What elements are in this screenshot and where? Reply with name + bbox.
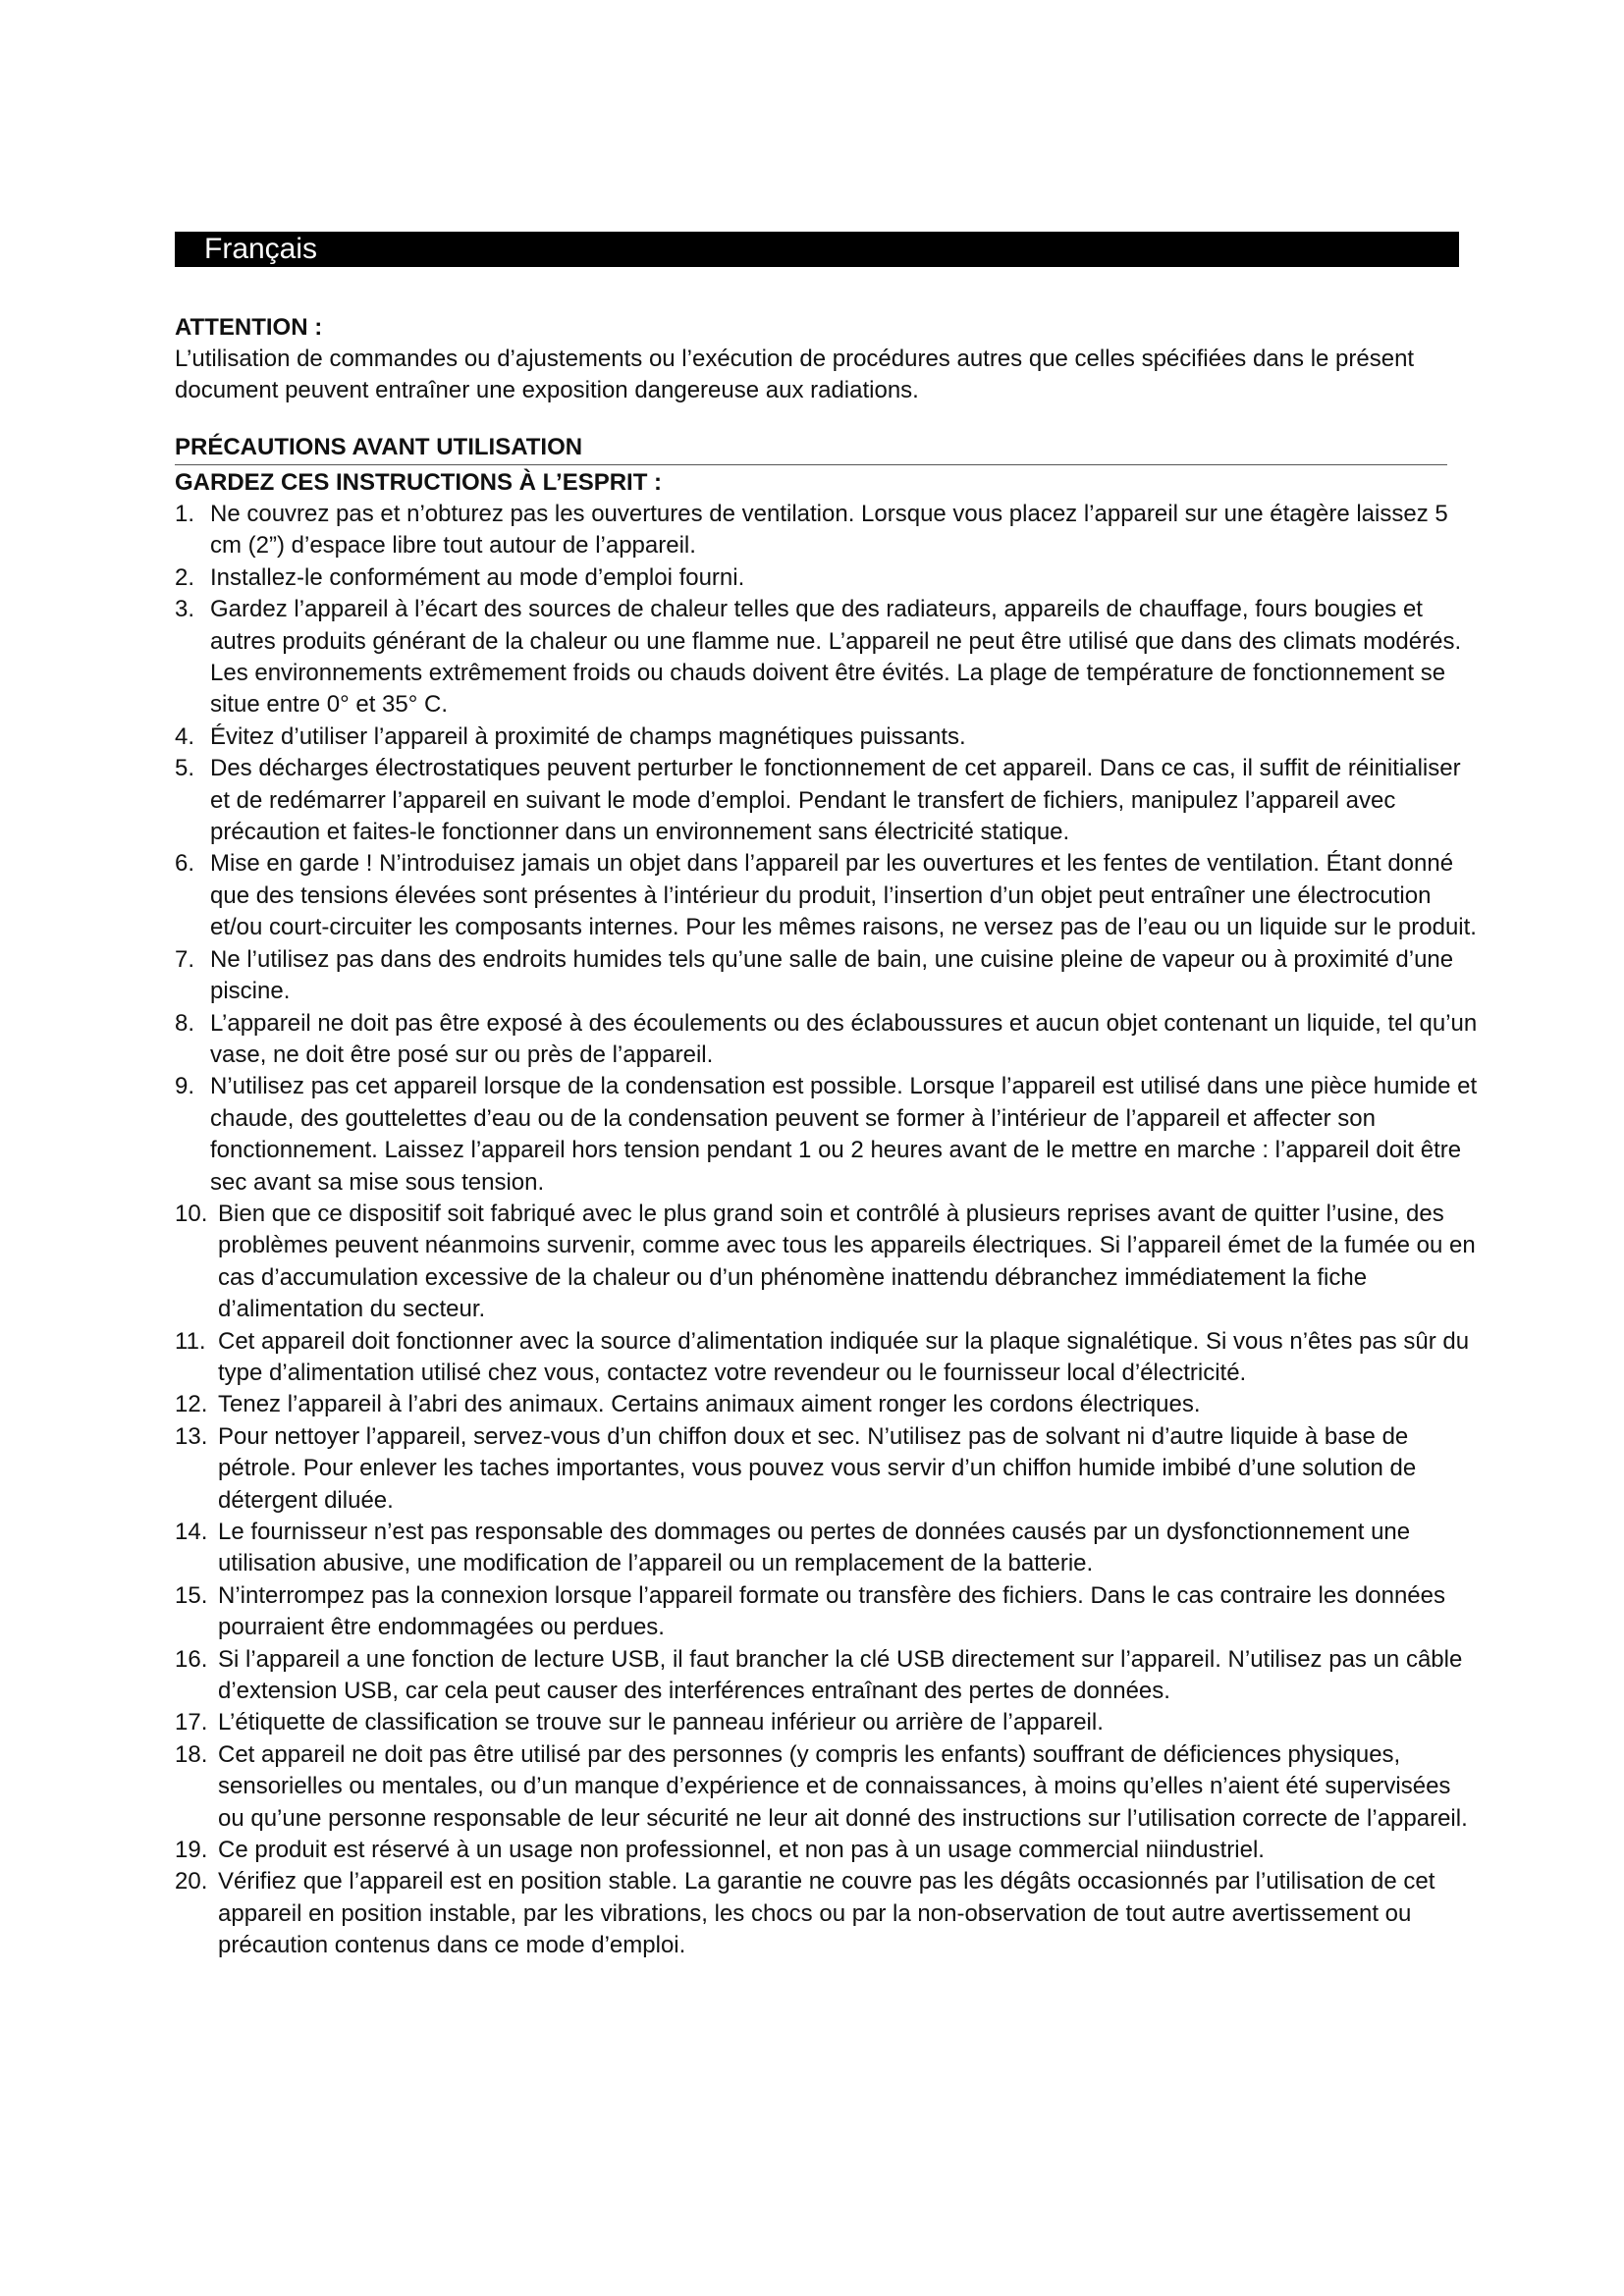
list-item — [175, 753, 1481, 848]
list-item — [175, 1071, 1481, 1199]
item-text: Évitez d’utiliser l’appareil à proximité de champs magnétiques puissants. — [210, 722, 966, 750]
list-item — [175, 499, 1481, 562]
item-number: 4. — [175, 722, 195, 750]
list-item — [175, 721, 1481, 753]
item-text: Si l’appareil a une fonction de lecture USB, il faut brancher la clé USB directement sur l’appareil. N’utilisez pas un câble d’extension USB, car cela peut causer des interférences entraînant des pertes de données. — [218, 1645, 1463, 1705]
item-text: Bien que ce dispositif soit fabriqué avec le plus grand soin et contrôlé à plusieurs reprises avant de quitter l’usine, des problèmes peuvent néanmoins survenir, comme avec tous les appareils électriques. Si l’appareil émet de la fumée ou en cas d’accumulation excessive de la chaleur ou d’un phénomène inattendu débranchez immédiatement la fiche d’alimentation du secteur. — [218, 1200, 1476, 1323]
item-text: Cet appareil doit fonctionner avec la source d’alimentation indiquée sur la plaque signalétique. Si vous n’êtes pas sûr du type d’alimentation utilisé chez vous, contactez votre revendeur ou le fournisseur local d’électricité. — [218, 1327, 1470, 1386]
item-text: Mise en garde ! N’introduisez jamais un objet dans l’appareil par les ouvertures et les fentes de ventilation. Étant donné que des tensions élevées sont présentes à l’intérieur du produit, l’insertion d’un objet peut entraîner une électrocution et/ou court-circuiter les composants internes. Pour les mêmes raisons, ne versez pas de l’eau ou un liquide sur le produit. — [210, 850, 1477, 941]
list-item — [175, 848, 1481, 943]
list-item — [175, 562, 1481, 594]
item-text: Ce produit est réservé à un usage non professionnel, et non pas à un usage commercial niindustriel. — [218, 1837, 1265, 1864]
item-number: 6. — [175, 850, 195, 878]
item-number: 19. — [175, 1837, 208, 1864]
item-number: 20. — [175, 1868, 208, 1896]
item-number: 10. — [175, 1200, 208, 1227]
list-item — [175, 1199, 1481, 1326]
list-item — [175, 1580, 1481, 1644]
precautions-subtitle: GARDEZ CES INSTRUCTIONS À L’ESPRIT : — [175, 469, 663, 496]
item-number: 2. — [175, 563, 195, 591]
item-number: 1. — [175, 501, 195, 527]
item-number: 16. — [175, 1645, 208, 1673]
item-number: 12. — [175, 1391, 208, 1418]
list-item — [175, 1866, 1481, 1961]
item-text: N’interrompez pas la connexion lorsque l’appareil formate ou transfère des fichiers. Dans le cas contraire les données pourraient être endommagées ou perdues. — [218, 1581, 1445, 1641]
precautions-list — [175, 499, 1481, 1962]
item-text: Pour nettoyer l’appareil, servez-vous d’un chiffon doux et sec. N’utilisez pas de solvant ni d’autre liquide à base de pétrole. Pour enlever les taches importantes, vous pouvez vous servir d’un chiffon humide imbibé d’une solution de détergent diluée. — [218, 1422, 1417, 1514]
item-text: Gardez l’appareil à l’écart des sources de chaleur telles que des radiateurs, appareils de chauffage, fours bougies et autres produits générant de la chaleur ou une flamme nue. L’appareil ne peut être utilisé que dans des climats modérés. Les environnements extrêmement froids ou chauds doivent être évités. La plage de température de fonctionnement se situe entre 0° et 35° C. — [210, 596, 1462, 719]
list-item — [175, 1739, 1481, 1835]
list-item — [175, 1835, 1481, 1866]
list-item — [175, 1707, 1481, 1738]
item-number: 15. — [175, 1581, 208, 1609]
item-number: 14. — [175, 1519, 208, 1545]
item-text: L’appareil ne doit pas être exposé à des écoulements ou des éclaboussures et aucun objet contenant un liquide, tel qu’un vase, ne doit être posé sur ou près de l’appareil. — [210, 1009, 1478, 1068]
item-number: 3. — [175, 596, 195, 623]
language-header: Français — [175, 232, 1459, 267]
item-text: Installez-le conformément au mode d’emploi fourni. — [210, 563, 745, 591]
list-item — [175, 1421, 1481, 1517]
list-item — [175, 1644, 1481, 1708]
item-text: L’étiquette de classification se trouve sur le panneau inférieur ou arrière de l’appareil. — [218, 1709, 1104, 1736]
item-number: 11. — [175, 1327, 206, 1355]
attention-text: L’utilisation de commandes ou d’ajustements ou l’exécution de procédures autres que celles spécifiées dans le présent document peuvent entraîner une exposition dangereuse aux radiations. — [175, 346, 1415, 403]
precautions-title: PRÉCAUTIONS AVANT UTILISATION — [175, 432, 1447, 465]
item-text: Le fournisseur n’est pas responsable des dommages ou pertes de données causés par un dysfonctionnement une utilisation abusive, une modification de l’appareil ou un remplacement de la batterie. — [218, 1519, 1411, 1577]
item-number: 13. — [175, 1422, 208, 1450]
item-text: Cet appareil ne doit pas être utilisé par des personnes (y compris les enfants) souffrant de déficiences physiques, sensorielles ou mentales, ou d’un manque d’expérience et de connaissances, à moins qu’elles n’aient été supervisées ou qu’une personne responsable de leur sécurité ne leur ait donné des instructions sur l’utilisation correcte de l’appareil. — [218, 1740, 1468, 1832]
list-item — [175, 1389, 1481, 1420]
list-item — [175, 1008, 1481, 1072]
list-item — [175, 594, 1481, 721]
item-text: N’utilisez pas cet appareil lorsque de la condensation est possible. Lorsque l’appareil est utilisé dans une pièce humide et chaude, des gouttelettes d’eau ou de la condensation peuvent se former à l’intérieur de l’appareil et affecter son fonctionnement. Laissez l’appareil hors tension pendant 1 ou 2 heures avant de le mettre en marche : l’appareil doit être sec avant sa mise sous tension. — [210, 1073, 1478, 1196]
item-number: 8. — [175, 1009, 195, 1037]
item-text: Des décharges électrostatiques peuvent perturber le fonctionnement de cet appareil. Dans ce cas, il suffit de réinitialiser et de redémarrer l’appareil en suivant le mode d’emploi. Pendant le transfert de fichiers, manipulez l’appareil avec précaution et faites-le fonctionner dans un environnement sans électricité statique. — [210, 755, 1461, 846]
item-text: Ne couvrez pas et n’obturez pas les ouvertures de ventilation. Lorsque vous placez l’appareil sur une étagère laissez 5 cm (2”) d’espace libre tout autour de l’appareil. — [210, 501, 1448, 560]
document-body — [175, 312, 1481, 1962]
item-number: 18. — [175, 1740, 208, 1768]
item-text: Ne l’utilisez pas dans des endroits humides tels qu’une salle de bain, une cuisine pleine de vapeur ou à proximité d’une piscine. — [210, 945, 1454, 1005]
list-item — [175, 1326, 1481, 1390]
attention-title: ATTENTION : — [175, 314, 323, 341]
list-item — [175, 944, 1481, 1008]
item-number: 9. — [175, 1073, 195, 1100]
list-item — [175, 1517, 1481, 1580]
item-number: 17. — [175, 1709, 208, 1736]
item-number: 5. — [175, 755, 195, 782]
item-text: Tenez l’appareil à l’abri des animaux. Certains animaux aiment ronger les cordons électriques. — [218, 1391, 1201, 1418]
item-text: Vérifiez que l’appareil est en position stable. La garantie ne couvre pas les dégâts occasionnés par l’utilisation de cet appareil en position instable, par les vibrations, les chocs ou par la non-observation de tout autre avertissement ou précaution contenus dans ce mode d’emploi. — [218, 1868, 1435, 1959]
item-number: 7. — [175, 945, 195, 973]
